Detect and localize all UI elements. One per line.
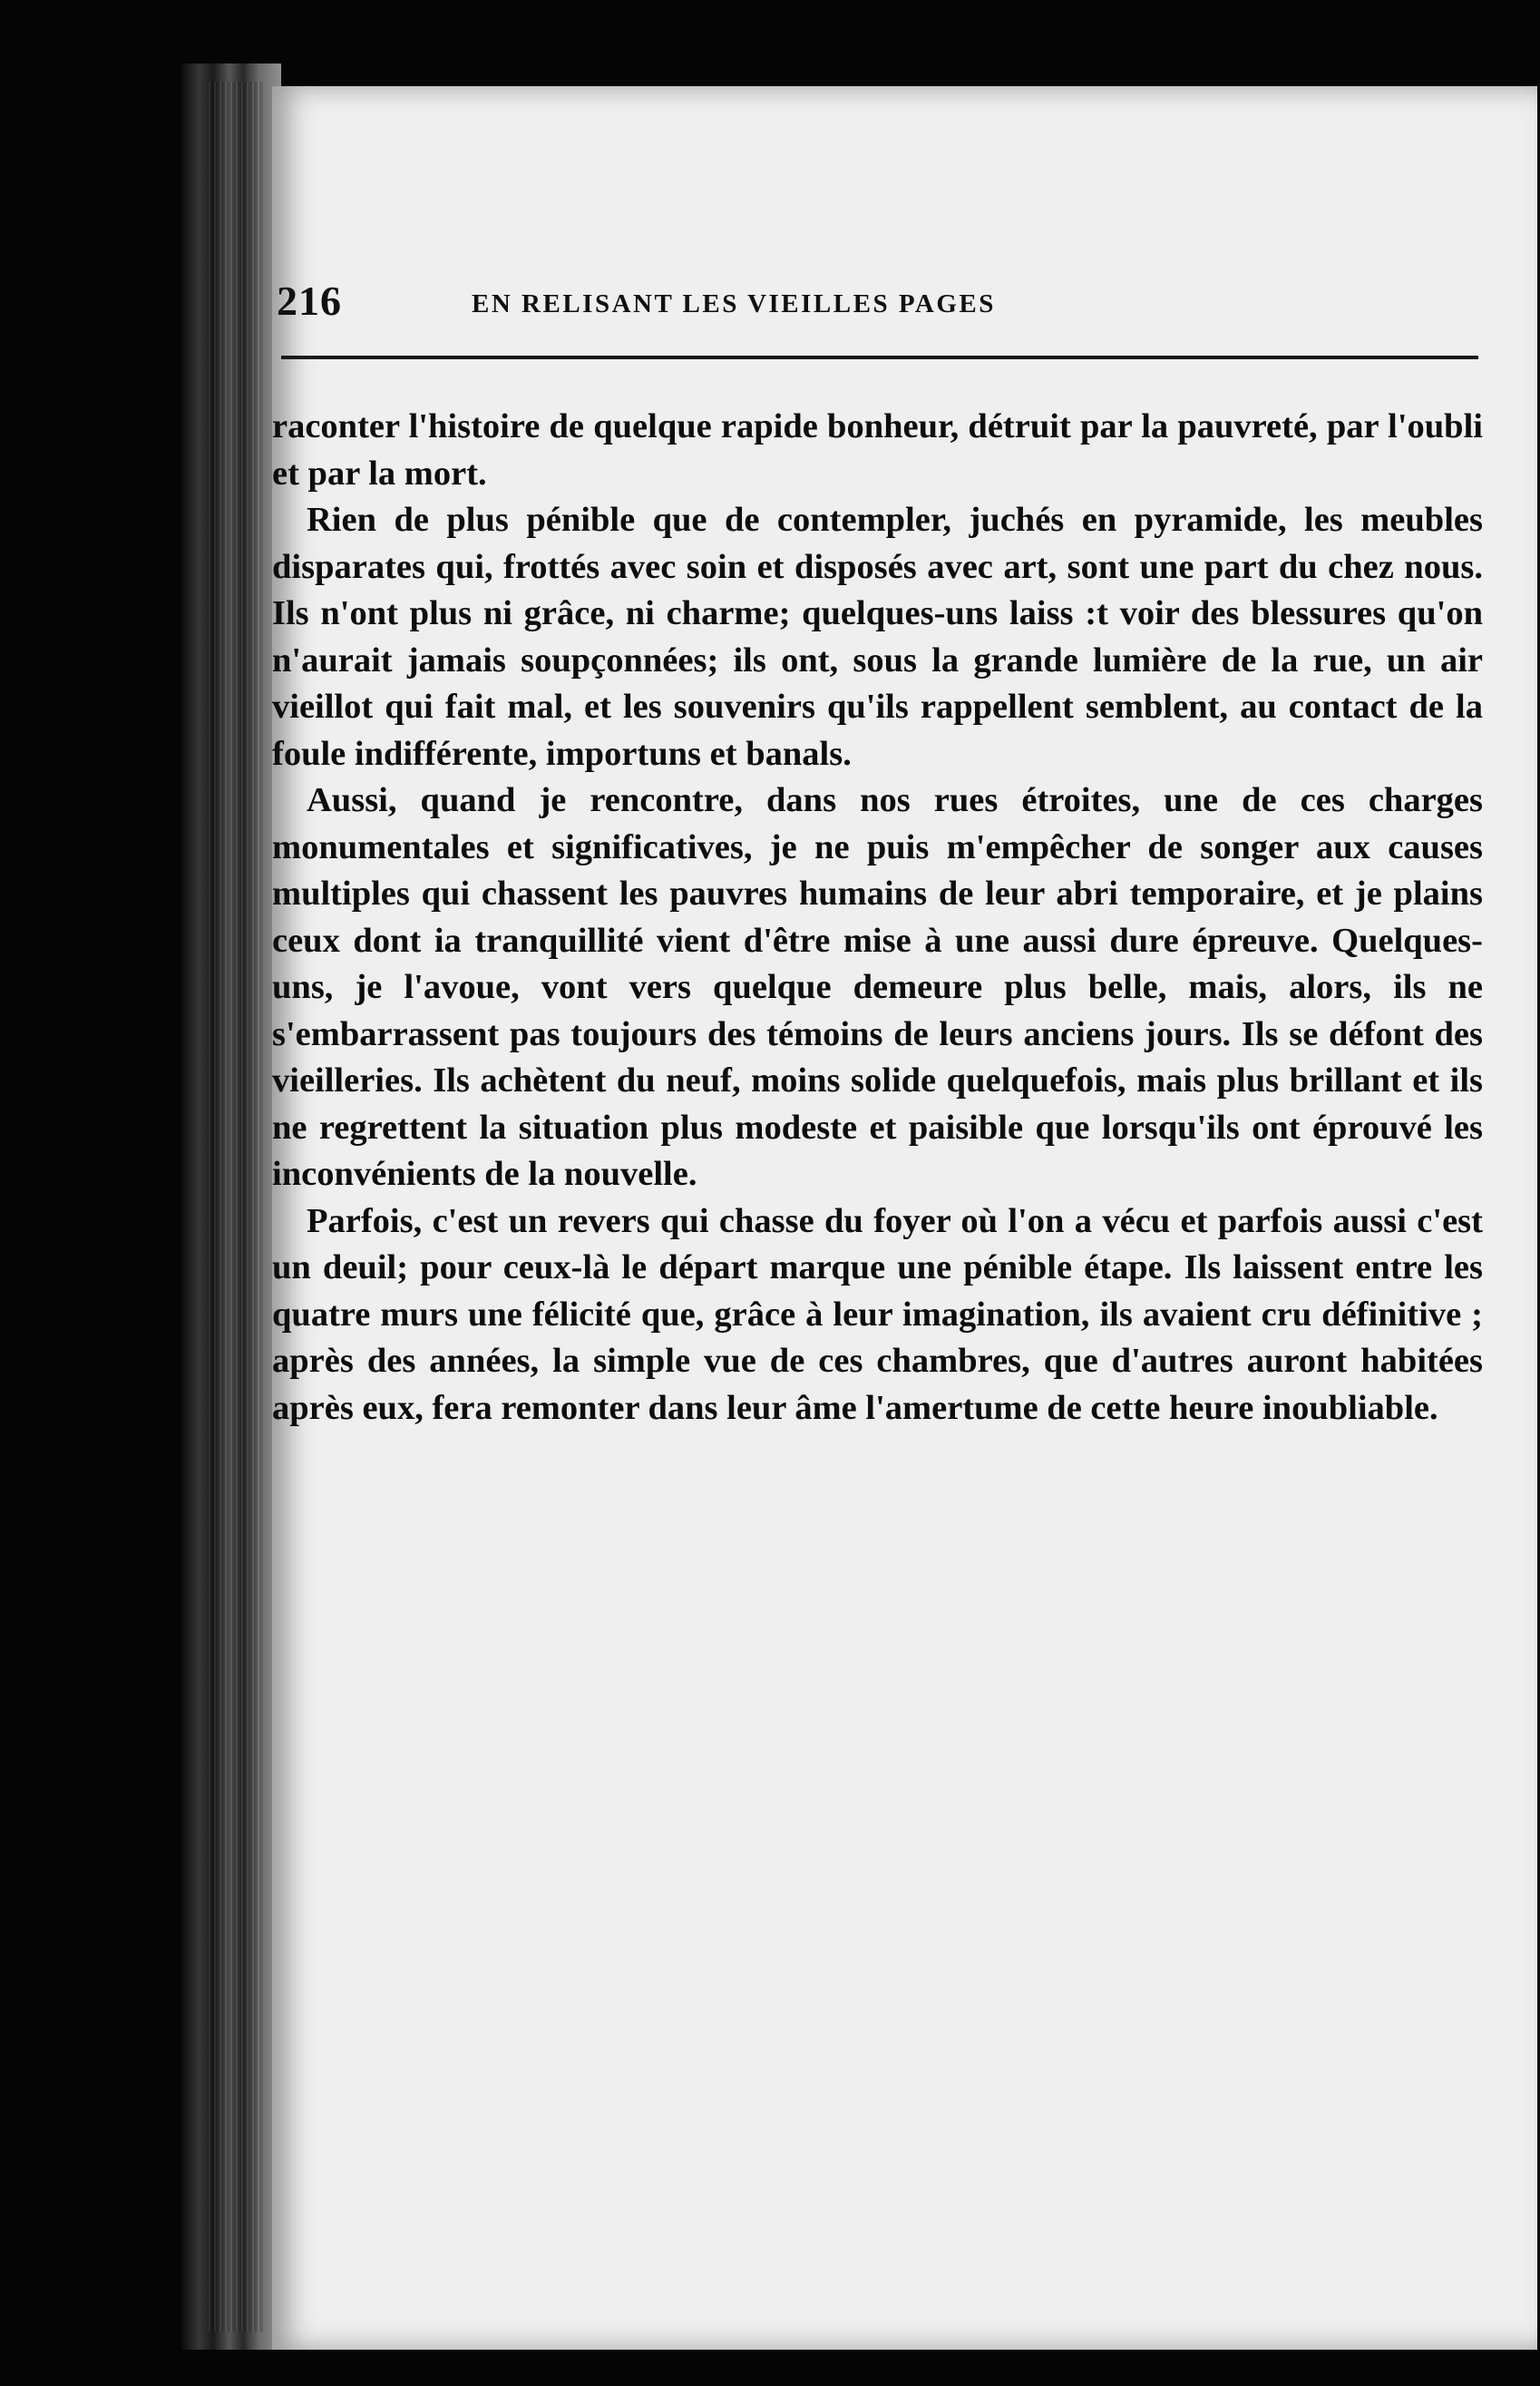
paragraph-4: Parfois, c'est un revers qui chasse du foyer où l'on a vécu et parfois aussi c'est un deuil; pour ceux-là le départ marque une pénible étape. Ils laissent entre les quatre murs une félicité que, grâce à leur imagination, ils avaient cru définitive ; après des années, la simple vue de ces chambres, que d'autres auront habitées après eux, fera remonter dans leur âme l'amertume de cette heure inoubliable. — [272, 1201, 1483, 1427]
binding-texture — [209, 82, 263, 2332]
header-rule — [281, 356, 1478, 359]
paragraph-3: Aussi, quand je rencontre, dans nos rues étroites, une de ces charges monumentales et significatives, je ne puis m'empêcher de songer aux causes multiples qui chassent les pauvres humains de leur abri temporaire, et je plains ceux dont ia tranquillité vient d'être mise à une aussi dure épreuve. Quelques-uns, je l'avoue, vont vers quelque demeure plus belle, mais, alors, ils ne s'embarrassent pas toujours des témoins de leurs anciens jours. Ils se défont des vieilleries. Ils achètent du neuf, moins solide quelquefois, mais plus brillant et ils ne regrettent la situation plus modeste et paisible que lorsqu'ils ont éprouvé les inconvénients de la nouvelle. — [272, 781, 1483, 1193]
body-text — [272, 404, 1483, 1432]
running-title: EN RELISANT LES VIEILLES PAGES — [472, 289, 996, 318]
paragraph-2: Rien de plus pénible que de contempler, juchés en pyramide, les meubles disparates qui, frottés avec soin et disposés avec art, sont une part du chez nous. Ils n'ont plus ni grâce, ni charme; quelques-uns laiss :t voir des blessures qu'on n'aurait jamais soupçonnées; ils ont, sous la grande lumière de la rue, un air vieillot qui fait mal, et les souvenirs qu'ils rappellent semblent, au contact de la foule indifférente, importuns et banals. — [272, 501, 1483, 773]
paragraph-1: raconter l'histoire de quelque rapide bonheur, détruit par la pauvreté, par l'oubli et par la mort. — [272, 407, 1483, 493]
page-number: 216 — [277, 278, 342, 324]
page-header — [277, 277, 1474, 349]
